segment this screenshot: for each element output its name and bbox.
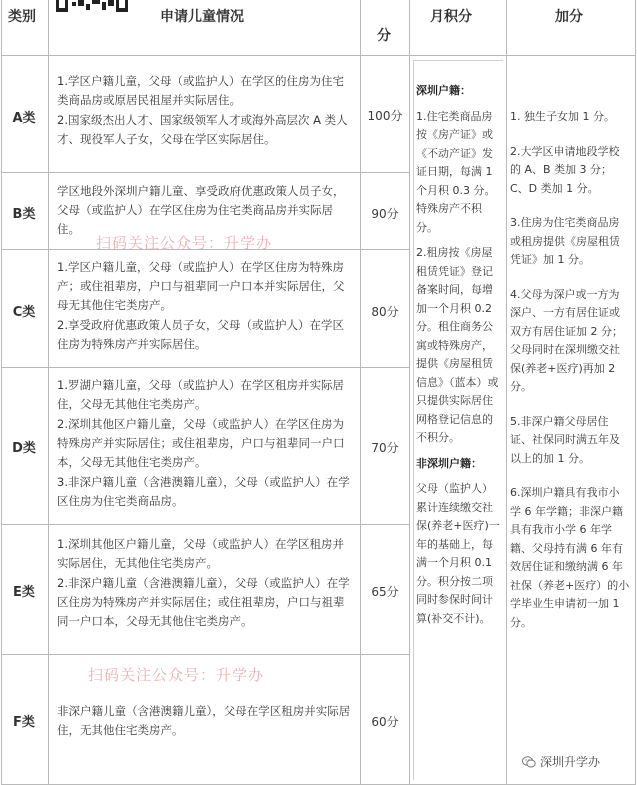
row-d-line-3: 3.非深户籍儿童（含港澳籍儿童），父母（或监护人）在学区住房为住宅类商品房。 <box>57 475 350 508</box>
qr-code-fragment <box>56 0 130 12</box>
score-e: 65分 <box>371 585 399 599</box>
row-c-line-2: 2.享受政府优惠政策人员子女，父母（或监护人）在学区住房为特殊房产并实际居住。 <box>57 318 344 351</box>
row-a-line-1: 1.学区户籍儿童，父母（或监护人）在学区的住房为住宅类商品房或原居民祖屋并实际居住。 <box>57 74 344 107</box>
footer-account <box>522 753 600 770</box>
row-a-description <box>57 72 355 150</box>
shenzhen-item-2: 2.租房按《房屋租赁凭证》登记备案时间，每增加一个月积 0.2 分。租住商务公寓或特殊房产，提供《房屋租赁信息》（蓝本）或只提供实际居住网格登记信息的不积分。 <box>416 246 499 444</box>
row-e-description <box>57 535 355 632</box>
watermark-1: 扫码关注公众号：升学办 <box>96 234 273 252</box>
score-f: 60分 <box>371 715 399 729</box>
category-e: E类 <box>13 585 35 600</box>
category-b: B类 <box>12 207 36 222</box>
row-e-line-1: 1.深圳其他区户籍儿童，父母（或监护人）在学区租房并实际居住，无其他住宅类房产。 <box>57 537 344 570</box>
category-f: F类 <box>13 715 35 730</box>
row-d-line-2: 2.深圳其他区户籍儿童，父母（或监护人）在学区住房为特殊房产并实际居住；或住祖辈房，户口与祖辈同一户口本，父母无其他住宅类房产。 <box>57 417 345 469</box>
row-d-description <box>57 376 355 512</box>
non-shenzhen-hukou-title: 非深圳户籍： <box>416 456 482 470</box>
bonus-item-1: 1. 独生子女加 1 分。 <box>510 110 615 123</box>
header-score: 分 <box>377 28 391 44</box>
row-f-description <box>57 702 355 741</box>
score-a: 100分 <box>367 109 403 123</box>
score-c: 80分 <box>371 305 399 319</box>
wechat-icon <box>522 755 536 769</box>
header-category: 类别 <box>8 9 36 25</box>
score-d: 70分 <box>371 441 399 455</box>
row-c-line-1: 1.学区户籍儿童，父母（或监护人）在学区住房为特殊房产；或住祖辈房，户口与祖辈同一户口本并实际居住，父母无其他住宅类房产。 <box>57 260 345 312</box>
bonus-item-6: 6.深圳户籍具有我市小学 6 年学籍；非深户籍具有我市小学 6 年学籍、父母持有满 6 年有效居住证和缴纳满 6 年社保（养老+医疗）的小学毕业生申请初一加 1 分。 <box>510 486 630 629</box>
header-monthly-points: 月积分 <box>430 9 472 25</box>
row-e-line-2: 2.非深户籍儿童（含港澳籍儿童），父母（或监护人）在学区住房为特殊房产并实际居住；或住祖辈房，户口与祖辈同一户口本，父母无其他住宅类房产。 <box>57 576 350 628</box>
watermark-2: 扫码关注公众号：升学办 <box>88 666 265 684</box>
category-c: C类 <box>12 305 36 320</box>
monthly-points-content <box>416 60 500 635</box>
category-a: A类 <box>12 111 36 126</box>
row-b-line-1: 学区地段外深圳户籍儿童、享受政府优惠政策人员子女，父母（或监护人）在学区住房为住宅类商品房并实际居住。 <box>57 184 345 236</box>
row-d-line-1: 1.罗湖户籍儿童，父母（或监护人）在学区租房并实际居住，父母无其他住宅类房产。 <box>57 378 344 411</box>
row-c-description <box>57 258 355 355</box>
row-a-line-2: 2.国家级杰出人才、国家级领军人才或海外高层次 A 类人才、现役军人子女，父母在学区实际居住。 <box>57 113 348 146</box>
bonus-item-4: 4.父母为深户或一方为深户、一方有居住证或双方有居住证加 2 分；父母同时在深圳缴交社保(养老+医疗)再加 2 分。 <box>510 287 623 393</box>
bonus-item-5: 5.非深户籍父母居住证、社保同时满五年及以上的加 1 分。 <box>510 414 620 465</box>
category-d: D类 <box>12 441 36 456</box>
bonus-item-2: 2.大学区申请地段学校的 A、B 类加 3 分；C、D 类加 1 分。 <box>510 144 620 195</box>
shenzhen-hukou-title: 深圳户籍： <box>416 84 471 97</box>
header-bonus: 加分 <box>555 9 583 25</box>
shenzhen-item-1: 1.住宅类商品房按《房产证》或《不动产证》发证日期，每满 1 个月积 0.3 分。特殊房产不积分。 <box>416 109 496 234</box>
header-situation: 申请儿童情况 <box>160 9 244 25</box>
row-f-line-1: 非深户籍儿童（含港澳籍儿童），父母在学区租房并实际居住，无其他住宅类房产。 <box>57 704 351 737</box>
non-shenzhen-text: 父母（监护人）累计连续缴交社保(养老+医疗)一年的基础上，每满一个月积 0.1 分。积分按二项同时参保时间计算(补交不计)。 <box>416 482 500 625</box>
score-b: 90分 <box>371 207 399 221</box>
bonus-item-3: 3.住房为住宅类商品房或租房提供《房屋租赁凭证》加 1 分。 <box>510 216 620 266</box>
bonus-content <box>510 108 630 648</box>
footer-account-name: 深圳升学办 <box>540 755 601 769</box>
